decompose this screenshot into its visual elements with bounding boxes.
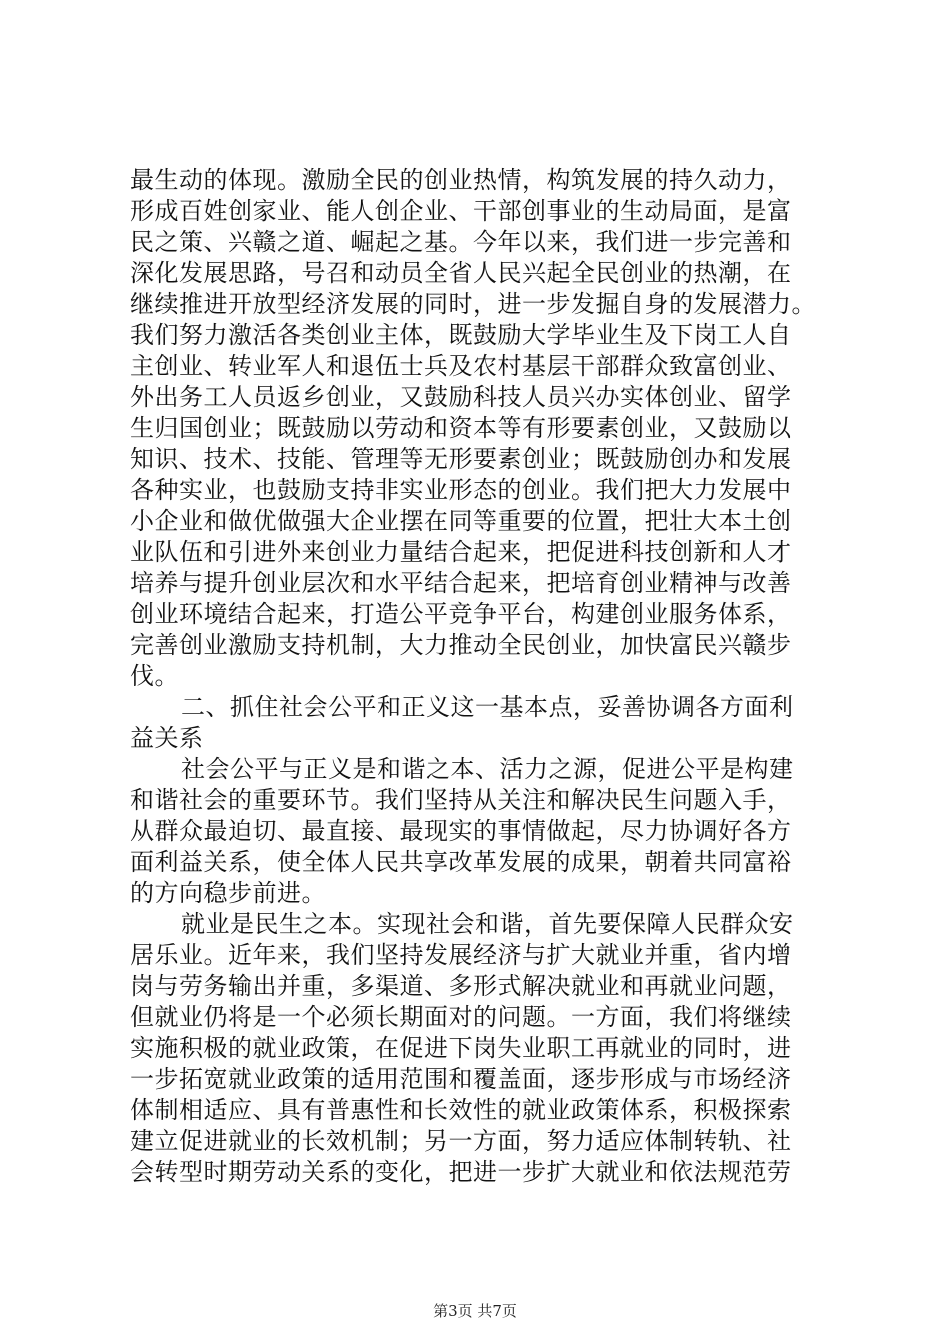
text-line: 但就业仍将是一个必须长期面对的问题。一方面，我们将继续: [130, 1003, 792, 1031]
text-line: 的方向稳步前进。: [130, 879, 326, 907]
text-line: 完善创业激励支持机制，大力推动全民创业，加快富民兴赣步: [130, 631, 792, 659]
text-line: 生归国创业；既鼓励以劳动和资本等有形要素创业，又鼓励以: [130, 414, 792, 442]
text-line: 和谐社会的重要环节。我们坚持从关注和解决民生问题入手，: [130, 786, 792, 814]
text-line: 知识、技术、技能、管理等无形要素创业；既鼓励创办和发展: [130, 445, 792, 473]
text-line: 实施积极的就业政策，在促进下岗失业职工再就业的同时，进: [130, 1034, 792, 1062]
text-line: 外出务工人员返乡创业，又鼓励科技人员兴办实体创业、留学: [130, 383, 792, 411]
text-line: 深化发展思路，号召和动员全省人民兴起全民创业的热潮，在: [130, 259, 792, 287]
text-line: 最生动的体现。激励全民的创业热情，构筑发展的持久动力，: [130, 166, 792, 194]
text-line: 建立促进就业的长效机制；另一方面，努力适应体制转轨、社: [130, 1127, 792, 1155]
text-line: 培养与提升创业层次和水平结合起来，把培育创业精神与改善: [130, 569, 792, 597]
body-text: [130, 165, 840, 1188]
text-line: 岗与劳务输出并重，多渠道、多形式解决就业和再就业问题，: [130, 972, 792, 1000]
text-line: 小企业和做优做强大企业摆在同等重要的位置，把壮大本土创: [130, 507, 792, 535]
page-number-label: 第3页 共7页: [433, 1302, 517, 1320]
text-line: 居乐业。近年来，我们坚持发展经济与扩大就业并重，省内增: [130, 941, 792, 969]
text-line: 民之策、兴赣之道、崛起之基。今年以来，我们进一步完善和: [130, 228, 792, 256]
page-footer: [0, 1301, 950, 1321]
text-line: 益关系: [130, 724, 204, 752]
text-line: 业队伍和引进外来创业力量结合起来，把促进科技创新和人才: [130, 538, 792, 566]
text-line: 就业是民生之本。实现社会和谐，首先要保障人民群众安: [181, 910, 794, 938]
text-line: 从群众最迫切、最直接、最现实的事情做起，尽力协调好各方: [130, 817, 792, 845]
text-line: 继续推进开放型经济发展的同时，进一步发掘自身的发展潜力。: [130, 290, 816, 318]
text-line: 我们努力激活各类创业主体，既鼓励大学毕业生及下岗工人自: [130, 321, 792, 349]
text-line: 面利益关系，使全体人民共享改革发展的成果，朝着共同富裕: [130, 848, 792, 876]
text-line: 会转型时期劳动关系的变化，把进一步扩大就业和依法规范劳: [130, 1158, 792, 1186]
text-line: 各种实业，也鼓励支持非实业形态的创业。我们把大力发展中: [130, 476, 792, 504]
text-line: 主创业、转业军人和退伍士兵及农村基层干部群众致富创业、: [130, 352, 792, 380]
text-line: 创业环境结合起来，打造公平竞争平台，构建创业服务体系，: [130, 600, 792, 628]
text-line: 二、抓住社会公平和正义这一基本点，妥善协调各方面利: [181, 693, 794, 721]
text-line: 体制相适应、具有普惠性和长效性的就业政策体系，积极探索: [130, 1096, 792, 1124]
text-line: 形成百姓创家业、能人创企业、干部创事业的生动局面，是富: [130, 197, 792, 225]
text-line: 社会公平与正义是和谐之本、活力之源，促进公平是构建: [181, 755, 794, 783]
text-line: 伐。: [130, 662, 179, 690]
text-line: 一步拓宽就业政策的适用范围和覆盖面，逐步形成与市场经济: [130, 1065, 792, 1093]
